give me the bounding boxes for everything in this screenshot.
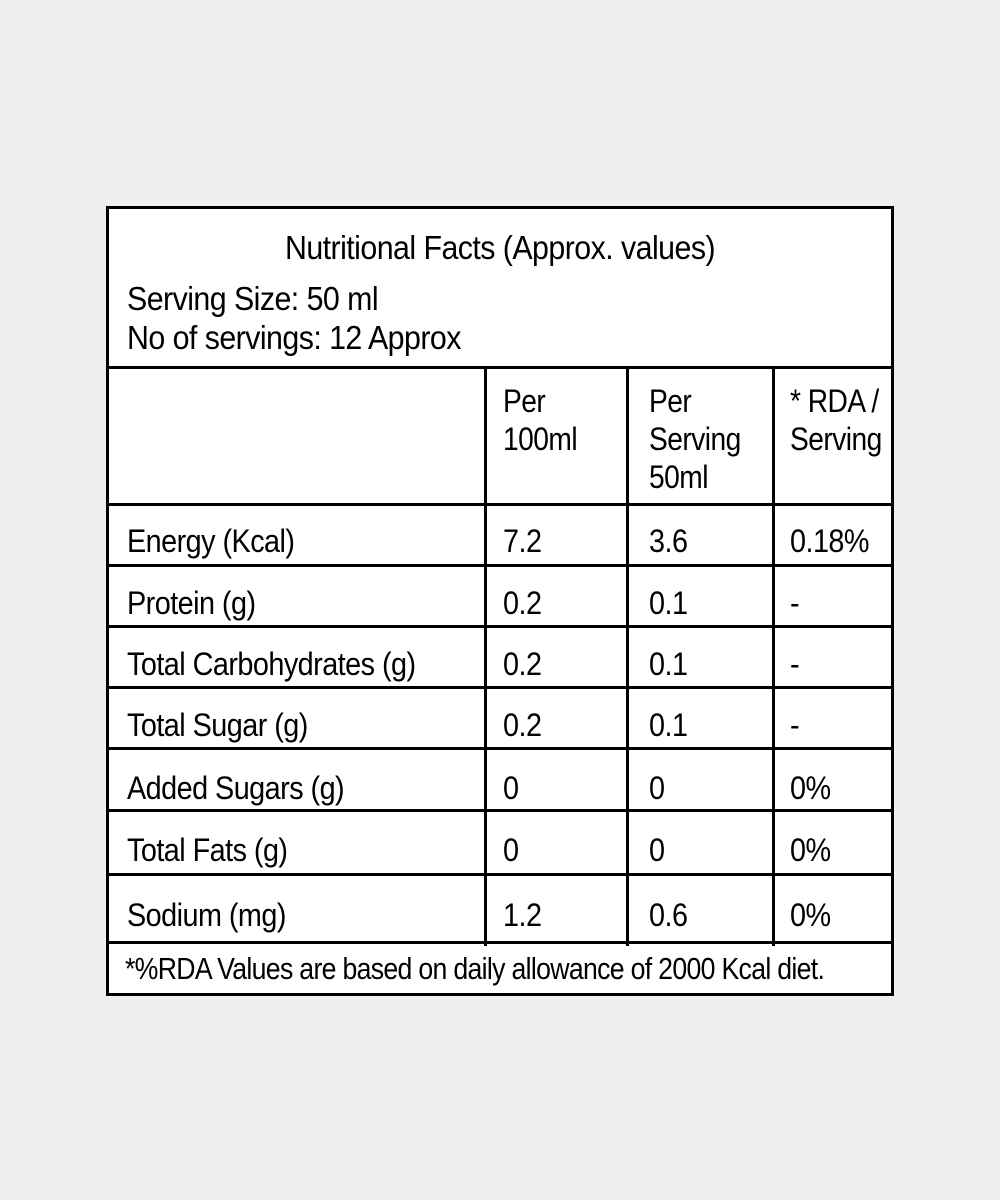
value-per-100ml: 7.2 xyxy=(503,523,542,559)
value-rda: - xyxy=(790,585,800,621)
row-divider xyxy=(109,503,891,506)
row-divider xyxy=(109,686,891,689)
column-header-rda xyxy=(790,382,887,458)
nutrient-name: Added Sugars (g) xyxy=(127,770,345,806)
value-per-100ml: 0.2 xyxy=(503,585,542,621)
column-header-line: 100ml xyxy=(503,421,578,457)
label-title: Nutritional Facts (Approx. values) xyxy=(284,229,716,266)
nutrient-name: Total Sugar (g) xyxy=(127,707,308,743)
row-divider xyxy=(109,564,891,567)
nutrient-name: Protein (g) xyxy=(127,585,256,621)
value-per-100ml: 0.2 xyxy=(503,646,542,682)
row-divider xyxy=(109,941,891,944)
column-header-line: Serving xyxy=(649,421,741,457)
nutrition-facts-label xyxy=(106,206,894,996)
nutrient-name: Sodium (mg) xyxy=(127,897,286,933)
value-per-100ml: 0 xyxy=(503,770,519,806)
value-per-100ml: 0 xyxy=(503,832,519,868)
nutrient-name: Total Fats (g) xyxy=(127,832,288,868)
value-rda: 0% xyxy=(790,770,831,806)
nutrient-name: Energy (Kcal) xyxy=(127,523,295,559)
servings-count: No of servings: 12 Approx xyxy=(127,319,461,356)
column-divider xyxy=(484,366,487,946)
row-divider xyxy=(109,747,891,750)
row-divider xyxy=(109,625,891,628)
value-per-serving: 0.1 xyxy=(649,707,688,743)
column-header-line: Serving xyxy=(790,421,882,457)
value-per-serving: 3.6 xyxy=(649,523,688,559)
column-header-line: Per xyxy=(503,383,546,419)
row-divider xyxy=(109,809,891,812)
rda-footnote: *%RDA Values are based on daily allowance of 2000 Kcal diet. xyxy=(125,951,825,986)
column-header-line: 50ml xyxy=(649,459,708,495)
value-per-serving: 0 xyxy=(649,832,665,868)
value-rda: - xyxy=(790,707,800,743)
value-per-serving: 0.6 xyxy=(649,897,688,933)
label-header xyxy=(109,209,891,369)
column-divider xyxy=(772,366,775,946)
value-rda: 0% xyxy=(790,897,831,933)
value-rda: - xyxy=(790,646,800,682)
column-header-per-serving xyxy=(649,382,763,496)
value-rda: 0.18% xyxy=(790,523,869,559)
column-divider xyxy=(626,366,629,946)
column-header-line: Per xyxy=(649,383,692,419)
value-per-serving: 0 xyxy=(649,770,665,806)
column-header-line: * RDA / xyxy=(790,383,879,419)
nutrient-name: Total Carbohydrates (g) xyxy=(127,646,416,682)
row-divider xyxy=(109,873,891,876)
value-per-100ml: 0.2 xyxy=(503,707,542,743)
value-per-serving: 0.1 xyxy=(649,585,688,621)
value-rda: 0% xyxy=(790,832,831,868)
value-per-100ml: 1.2 xyxy=(503,897,542,933)
serving-size: Serving Size: 50 ml xyxy=(127,280,379,317)
value-per-serving: 0.1 xyxy=(649,646,688,682)
column-header-per-100ml xyxy=(503,382,609,458)
